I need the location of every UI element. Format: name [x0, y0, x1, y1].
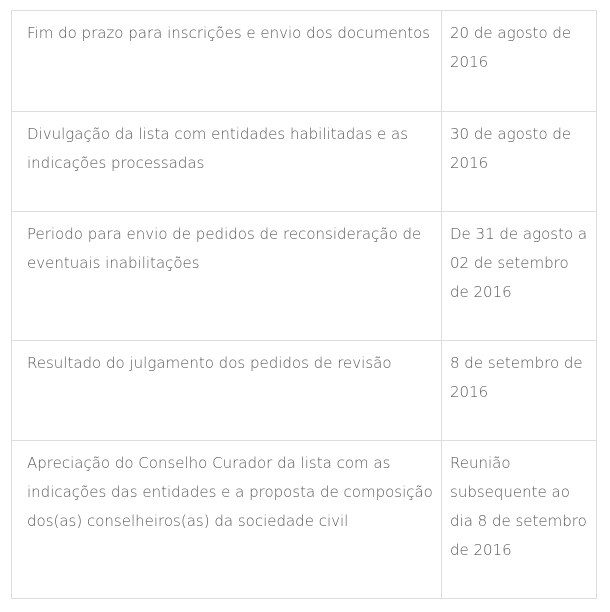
table-row	[12, 212, 597, 341]
schedule-table-body	[12, 11, 597, 599]
date-cell: 8 de setembro de 2016	[442, 341, 597, 441]
table-row	[12, 441, 597, 599]
date-cell: De 31 de agosto a 02 de setembro de 2016	[442, 212, 597, 341]
date-cell: 30 de agosto de 2016	[442, 112, 597, 212]
table-row	[12, 341, 597, 441]
event-cell: Divulgação da lista com entidades habilitadas e as indicações processadas	[12, 112, 442, 212]
table-row	[12, 11, 597, 112]
date-cell: Reunião subsequente ao dia 8 de setembro de 2016	[442, 441, 597, 599]
schedule-table	[11, 10, 597, 599]
event-cell: Fim do prazo para inscrições e envio dos documentos	[12, 11, 442, 112]
event-cell: Resultado do julgamento dos pedidos de revisão	[12, 341, 442, 441]
event-cell: Apreciação do Conselho Curador da lista com as indicações das entidades e a proposta de composição dos(as) conselheiros(as) da sociedade civil	[12, 441, 442, 599]
date-cell: 20 de agosto de 2016	[442, 11, 597, 112]
table-row	[12, 112, 597, 212]
event-cell: Periodo para envio de pedidos de reconsideração de eventuais inabilitações	[12, 212, 442, 341]
